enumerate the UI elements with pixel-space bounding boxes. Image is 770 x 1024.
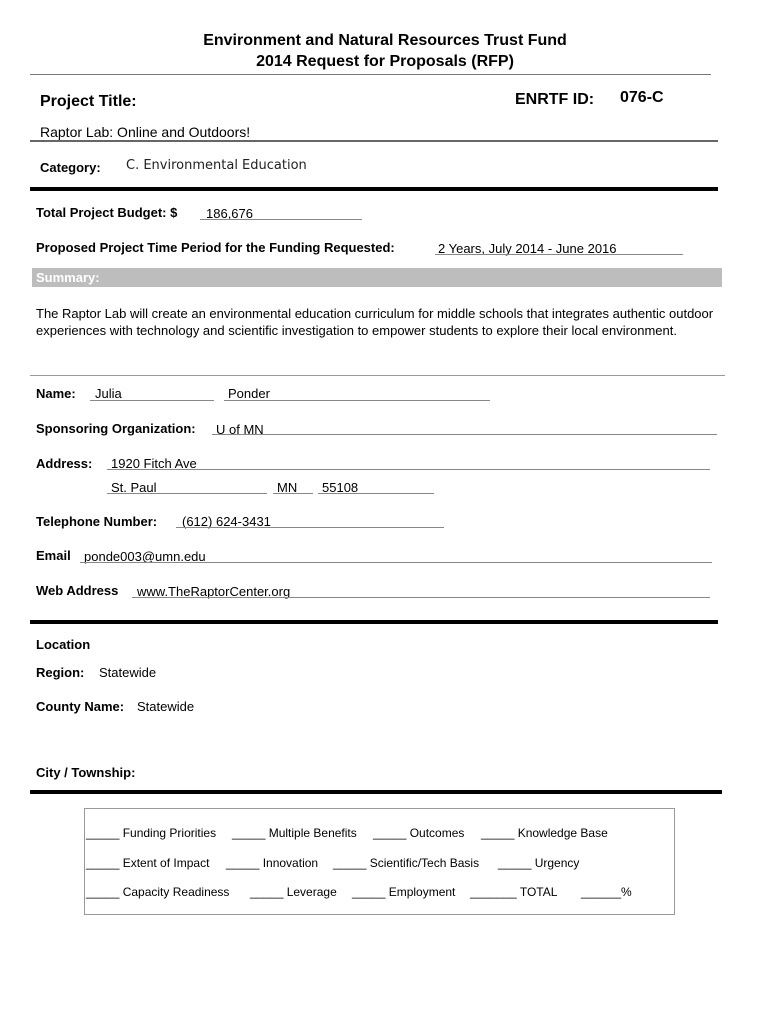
web-underline <box>132 597 710 598</box>
location-rule <box>30 790 722 794</box>
name-label: Name: <box>36 386 76 401</box>
region-value: Statewide <box>99 665 157 680</box>
zip-value: 55108 <box>322 480 359 495</box>
city-value: St. Paul <box>111 480 157 495</box>
org-value: U of MN <box>216 422 264 437</box>
city-underline <box>107 493 267 494</box>
period-label: Proposed Project Time Period for the Funding Requested: <box>36 240 395 255</box>
score-funding-priorities: _____ Funding Priorities <box>86 826 217 840</box>
first-name-underline <box>90 400 214 401</box>
enrtf-id-value: 076-C <box>620 89 664 106</box>
phone-label: Telephone Number: <box>36 514 158 529</box>
score-percent: ______% <box>581 885 632 899</box>
first-name-value: Julia <box>95 386 122 401</box>
project-title-label: Project Title: <box>40 93 137 110</box>
score-total: _______ TOTAL <box>470 885 558 899</box>
org-label: Sponsoring Organization: <box>36 421 196 436</box>
budget-label: Total Project Budget: $ <box>36 205 178 220</box>
title-rule <box>30 140 718 142</box>
score-multiple-benefits: _____ Multiple Benefits <box>232 826 357 840</box>
address-label: Address: <box>36 456 93 471</box>
score-outcomes: _____ Outcomes <box>373 826 465 840</box>
budget-value: 186,676 <box>206 206 253 221</box>
score-knowledge-base: _____ Knowledge Base <box>481 826 608 840</box>
city-township-label: City / Township: <box>36 765 136 780</box>
state-underline <box>273 493 313 494</box>
contact-rule <box>30 620 718 624</box>
location-heading: Location <box>36 637 91 652</box>
score-scientific-tech-basis: _____ Scientific/Tech Basis <box>333 856 480 870</box>
phone-underline <box>176 527 444 528</box>
header-line-2: 2014 Request for Proposals (RFP) <box>256 53 514 70</box>
summary-bar: Summary: <box>32 268 722 287</box>
email-underline <box>80 562 712 563</box>
web-value: www.TheRaptorCenter.org <box>137 584 291 599</box>
region-label: Region: <box>36 665 85 680</box>
score-innovation: _____ Innovation <box>226 856 319 870</box>
street-value: 1920 Fitch Ave <box>111 456 197 471</box>
zip-underline <box>318 493 434 494</box>
web-label: Web Address <box>36 583 119 598</box>
score-extent-of-impact: _____ Extent of Impact <box>86 856 210 870</box>
enrtf-id-label: ENRTF ID: <box>515 91 595 108</box>
phone-value: (612) 624-3431 <box>182 514 271 529</box>
email-value: ponde003@umn.edu <box>84 549 206 564</box>
score-capacity-readiness: _____ Capacity Readiness <box>86 885 230 899</box>
category-value: C. Environmental Education <box>126 158 307 173</box>
project-title-value: Raptor Lab: Online and Outdoors! <box>40 124 251 140</box>
county-label: County Name: <box>36 699 125 714</box>
last-name-underline <box>224 400 490 401</box>
score-leverage: _____ Leverage <box>250 885 337 899</box>
header-rule <box>30 74 711 75</box>
email-label: Email <box>36 548 71 563</box>
county-value: Statewide <box>137 699 195 714</box>
last-name-value: Ponder <box>228 386 270 401</box>
summary-text: The Raptor Lab will create an environmental education curriculum for middle schools that integrates authentic outdoor experiences with technology and scientific investigation to empower students to explore their local environment. <box>36 306 714 338</box>
category-rule <box>30 187 718 191</box>
period-underline <box>435 254 683 255</box>
period-value: 2 Years, July 2014 - June 2016 <box>438 241 617 256</box>
org-underline <box>212 434 717 435</box>
street-underline <box>107 469 710 470</box>
summary-rule <box>30 375 725 376</box>
score-employment: _____ Employment <box>352 885 456 899</box>
budget-underline <box>200 219 362 220</box>
score-urgency: _____ Urgency <box>498 856 580 870</box>
header-line-1: Environment and Natural Resources Trust Fund <box>203 32 567 49</box>
state-value: MN <box>277 480 298 495</box>
category-label: Category: <box>40 160 101 175</box>
